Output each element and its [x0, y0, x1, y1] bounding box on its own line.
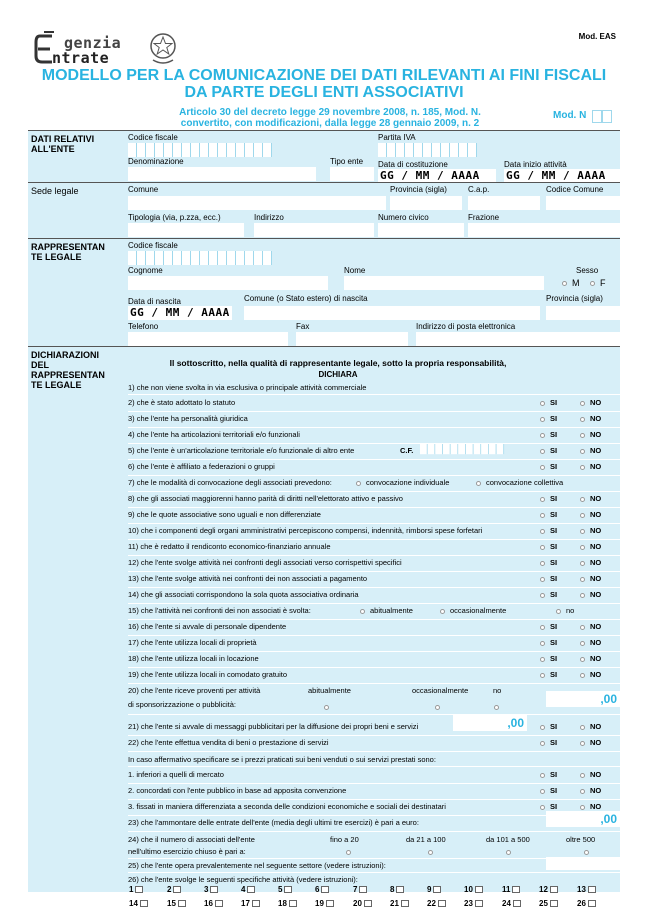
cap-label: C.a.p.	[468, 185, 490, 194]
tipologia-input[interactable]	[128, 223, 244, 237]
sesso-m-option[interactable]: M	[562, 279, 580, 288]
tipo-ente-label: Tipo ente	[330, 157, 364, 166]
codice-fiscale-label: Codice fiscale	[128, 133, 178, 142]
declaration-item-19: 19) che l'ente utilizza locali in comodato gratuito	[128, 670, 288, 679]
data-costituzione-label: Data di costituzione	[378, 160, 448, 169]
si-option-13[interactable]: SI	[540, 574, 557, 583]
no-option-4[interactable]: NO	[580, 430, 601, 439]
data-inizio-label: Data inizio attività	[504, 160, 567, 169]
declaration-intro: Il sottoscritto, nella qualità di rappresentante legale, sotto la propria responsabilità,	[169, 358, 507, 368]
form-title-line1: MODELLO PER LA COMUNICAZIONE DEI DATI RILEVANTI AI FINI FISCALI	[41, 67, 607, 84]
row-separator	[128, 603, 620, 604]
range-3-option[interactable]	[506, 847, 516, 856]
denominazione-input[interactable]	[128, 167, 316, 181]
activity-checkbox-21[interactable]: 21	[390, 899, 426, 908]
messaggi-amount-input[interactable]: ,00	[453, 715, 527, 731]
frazione-input[interactable]	[468, 223, 620, 237]
tipo-ente-input[interactable]	[330, 167, 374, 181]
section-ente	[28, 130, 620, 182]
declaration-item-17: 17) che l'ente utilizza locali di proprietà	[128, 638, 257, 647]
section-ente-label: DATI RELATIVI ALL'ENTE	[31, 134, 95, 154]
no-option-21[interactable]: NO	[580, 722, 601, 731]
si-option-price-2[interactable]: SI	[540, 786, 557, 795]
row-separator	[128, 587, 620, 588]
price-option-1: 1. inferiori a quelli di mercato	[128, 770, 224, 779]
indirizzo-label: Indirizzo	[254, 213, 284, 222]
declaration-item-20b: di sponsorizzazione o pubblicità:	[128, 700, 236, 709]
no-option-19[interactable]: NO	[580, 670, 601, 679]
numero-civico-label: Numero civico	[378, 213, 429, 222]
declaration-item-10: 10) che i componenti degli organi amministrativi percepiscono compensi, indennità, rimborsi spese forfetari	[128, 526, 483, 535]
section-dichiarazioni	[28, 346, 620, 908]
occasionalmente-option-20[interactable]	[435, 702, 445, 711]
activity-checkbox-12[interactable]: 12	[539, 885, 575, 894]
si-option-14[interactable]: SI	[540, 590, 557, 599]
no-option-price-3[interactable]: NO	[580, 802, 601, 811]
si-option-22[interactable]: SI	[540, 738, 557, 747]
comune-input[interactable]	[128, 196, 386, 210]
occasionalmente-label-20: occasionalmente	[412, 686, 469, 695]
si-option-17[interactable]: SI	[540, 638, 557, 647]
declaration-item-3: 3) che l'ente ha personalità giuridica	[128, 414, 248, 423]
cognome-label: Cognome	[128, 266, 163, 275]
declaration-item-16: 16) che l'ente si avvale di personale dipendente	[128, 622, 287, 631]
declaration-item-21: 21) che l'ente si avvale di messaggi pubblicitari per la diffusione dei propri beni e servizi	[128, 722, 419, 731]
row-separator	[128, 872, 620, 873]
no-option-8[interactable]: NO	[580, 494, 601, 503]
logo-text-line1: genzia	[64, 34, 122, 52]
declaration-item-23: 23) che l'ammontare delle entrate dell'ente (media degli ultimi tre esercizi) è pari a euro:	[128, 818, 419, 827]
row-separator	[128, 443, 620, 444]
si-option-price-3[interactable]: SI	[540, 802, 557, 811]
row-separator	[128, 683, 620, 684]
declaration-item-8: 8) che gli associati maggiorenni hanno parità di diritti nell'elettorato attivo e passivo	[128, 494, 403, 503]
no-option-22[interactable]: NO	[580, 738, 601, 747]
activity-checkbox-6[interactable]: 6	[315, 885, 351, 894]
convocazione-individuale-option[interactable]: convocazione individuale	[356, 478, 449, 487]
row-separator	[128, 783, 620, 784]
si-option-price-1[interactable]: SI	[540, 770, 557, 779]
no-option-18[interactable]: NO	[580, 654, 601, 663]
form-title-line2: DA PARTE DEGLI ENTI ASSOCIATIVI	[184, 84, 464, 101]
rl-provincia-input[interactable]	[546, 306, 620, 320]
activity-checkbox-7[interactable]: 7	[353, 885, 389, 894]
abitualmente-label-20: abitualmente	[308, 686, 351, 695]
fax-label: Fax	[296, 322, 310, 331]
declaration-item-26: 26) che l'ente svolge le seguenti specifiche attività (vedere istruzioni):	[128, 875, 358, 884]
row-separator	[128, 571, 620, 572]
section-dichiarazioni-label: DICHIARAZIONI DEL RAPPRESENTAN TE LEGALE	[31, 350, 105, 390]
row-separator	[128, 491, 620, 492]
declaration-item-20: 20) che l'ente riceve proventi per attività	[128, 686, 261, 695]
row-separator	[128, 651, 620, 652]
activity-checkbox-3[interactable]: 3	[204, 885, 240, 894]
row-separator	[128, 555, 620, 556]
no-option-6[interactable]: NO	[580, 462, 601, 471]
row-separator	[128, 751, 620, 752]
row-separator	[128, 766, 620, 767]
no-option-11[interactable]: NO	[580, 542, 601, 551]
declaration-dichiara: DICHIARA	[318, 370, 358, 379]
declaration-item-2: 2) che è stato adottato lo statuto	[128, 398, 236, 407]
no-option-10[interactable]: NO	[580, 526, 601, 535]
declaration-item-4: 4) che l'ente ha articolazioni territoriali e/o funzionali	[128, 430, 300, 439]
range-1-option[interactable]	[346, 847, 356, 856]
declaration-item-15: 15) che l'attività nei confronti dei non associati è svolta:	[128, 606, 311, 615]
entrate-amount-input[interactable]: ,00	[546, 811, 620, 827]
abitualmente-option[interactable]: abitualmente	[360, 606, 413, 615]
form-subtitle-line2: convertito, con modificazioni, dalla legge 28 gennaio 2009, n. 2	[180, 118, 480, 129]
email-input[interactable]	[416, 332, 620, 346]
range-1-label: fino a 20	[330, 835, 359, 844]
row-separator	[128, 667, 620, 668]
tipologia-label: Tipologia (via, p.zza, ecc.)	[128, 213, 221, 222]
activity-checkbox-25[interactable]: 25	[539, 899, 575, 908]
activity-checkbox-10[interactable]: 10	[464, 885, 500, 894]
range-4-option[interactable]	[584, 847, 594, 856]
row-separator	[128, 635, 620, 636]
activity-checkbox-20[interactable]: 20	[353, 899, 389, 908]
no-option-12[interactable]: NO	[580, 558, 601, 567]
codice-comune-label: Codice Comune	[546, 185, 604, 194]
comune-nascita-input[interactable]	[244, 306, 540, 320]
no-option-20[interactable]	[494, 702, 504, 711]
declaration-item-5: 5) che l'ente è un'articolazione territoriale e/o funzionale di altro ente	[128, 446, 355, 455]
range-2-label: da 21 a 100	[406, 835, 446, 844]
activity-checkbox-2[interactable]: 2	[167, 885, 203, 894]
no-option-5[interactable]: NO	[580, 446, 601, 455]
activity-checkbox-13[interactable]: 13	[577, 885, 613, 894]
no-option-17[interactable]: NO	[580, 638, 601, 647]
telefono-label: Telefono	[128, 322, 159, 331]
row-separator	[128, 427, 620, 428]
model-code: Mod. EAS	[578, 32, 616, 41]
row-separator	[128, 714, 620, 715]
si-option-5[interactable]: SI	[540, 446, 557, 455]
declaration-item-11: 11) che è redatto il rendiconto economico-finanziario annuale	[128, 542, 331, 551]
provincia-label: Provincia (sigla)	[390, 185, 447, 194]
no-option-9[interactable]: NO	[580, 510, 601, 519]
row-separator	[128, 831, 620, 832]
row-separator	[128, 394, 620, 395]
rl-codice-fiscale-label: Codice fiscale	[128, 241, 178, 250]
declaration-item-9: 9) che le quote associative sono uguali e non differenziate	[128, 510, 321, 519]
mod-n-input[interactable]	[592, 110, 612, 123]
si-option-3[interactable]: SI	[540, 414, 557, 423]
activity-checkbox-26[interactable]: 26	[577, 899, 613, 908]
data-nascita-input[interactable]: GG / MM / AAAA	[128, 306, 232, 320]
no-option-2[interactable]: NO	[580, 398, 601, 407]
convocazione-collettiva-option[interactable]: convocazione collettiva	[476, 478, 563, 487]
activity-checkbox-5[interactable]: 5	[278, 885, 314, 894]
declaration-item-25: 25) che l'ente opera prevalentemente nel seguente settore (vedere istruzioni):	[128, 861, 386, 870]
no-option-15[interactable]: no	[556, 606, 574, 615]
form-subtitle-line1: Articolo 30 del decreto legge 29 novembre 2008, n. 185, Mod. N.	[179, 107, 481, 118]
si-option-16[interactable]: SI	[540, 622, 557, 631]
si-option-4[interactable]: SI	[540, 430, 557, 439]
range-3-label: da 101 a 500	[486, 835, 530, 844]
si-option-21[interactable]: SI	[540, 722, 557, 731]
activity-checkbox-15[interactable]: 15	[167, 899, 203, 908]
row-separator	[128, 539, 620, 540]
cap-input[interactable]	[468, 196, 540, 210]
activity-checkbox-14[interactable]: 14	[129, 899, 165, 908]
no-option-3[interactable]: NO	[580, 414, 601, 423]
row-separator	[128, 799, 620, 800]
nome-input[interactable]	[344, 276, 544, 290]
row-separator	[128, 735, 620, 736]
si-option-10[interactable]: SI	[540, 526, 557, 535]
no-option-13[interactable]: NO	[580, 574, 601, 583]
row-separator	[128, 507, 620, 508]
declaration-item-12: 12) che l'ente svolge attività nei confronti degli associati verso corrispettivi specifici	[128, 558, 402, 567]
activity-checkbox-19[interactable]: 19	[315, 899, 351, 908]
logo-text-line2: ntrate	[52, 49, 110, 67]
row-separator	[128, 411, 620, 412]
declaration-item-1: 1) che non viene svolta in via esclusiva o principale attività commerciale	[128, 383, 367, 392]
activity-checkbox-16[interactable]: 16	[204, 899, 240, 908]
activity-checkbox-11[interactable]: 11	[502, 885, 538, 894]
codice-comune-input[interactable]	[546, 196, 620, 210]
comune-nascita-label: Comune (o Stato estero) di nascita	[244, 294, 368, 303]
declaration-item-14: 14) che gli associati corrispondono la sola quota associativa ordinaria	[128, 590, 359, 599]
rl-provincia-label: Provincia (sigla)	[546, 294, 603, 303]
cf-other-ente-input[interactable]	[420, 444, 504, 454]
activity-checkbox-22[interactable]: 22	[427, 899, 463, 908]
si-option-18[interactable]: SI	[540, 654, 557, 663]
republic-emblem-icon	[148, 30, 178, 66]
no-option-price-1[interactable]: NO	[580, 770, 601, 779]
section-rappresentante-label: RAPPRESENTAN TE LEGALE	[31, 242, 105, 262]
data-nascita-label: Data di nascita	[128, 297, 181, 306]
declaration-item-6: 6) che l'ente è affiliato a federazioni o gruppi	[128, 462, 275, 471]
row-separator	[128, 459, 620, 460]
denominazione-label: Denominazione	[128, 157, 184, 166]
data-inizio-input[interactable]: GG / MM / AAAA	[504, 169, 620, 183]
activity-checkbox-8[interactable]: 8	[390, 885, 426, 894]
form-header	[0, 0, 648, 136]
codice-fiscale-input[interactable]	[128, 143, 272, 157]
si-option-6[interactable]: SI	[540, 462, 557, 471]
row-separator	[128, 619, 620, 620]
price-option-3: 3. fissati in maniera differenziata a seconda delle condizioni economiche e sociali dei destinatari	[128, 802, 446, 811]
no-option-14[interactable]: NO	[580, 590, 601, 599]
row-separator	[128, 475, 620, 476]
declaration-item-7: 7) che le modalità di convocazione degli associati prevedono:	[128, 478, 332, 487]
indirizzo-input[interactable]	[254, 223, 374, 237]
activity-checkbox-18[interactable]: 18	[278, 899, 314, 908]
settore-input[interactable]	[546, 857, 620, 870]
si-option-9[interactable]: SI	[540, 510, 557, 519]
section-sede	[28, 182, 620, 238]
row-separator	[128, 523, 620, 524]
sesso-f-option[interactable]: F	[590, 279, 606, 288]
rl-codice-fiscale-input[interactable]	[128, 251, 272, 265]
numero-civico-input[interactable]	[378, 223, 464, 237]
sesso-label: Sesso	[576, 266, 599, 275]
declaration-item-22: 22) che l'ente effettua vendita di beni o prestazione di servizi	[128, 738, 329, 747]
si-option-12[interactable]: SI	[540, 558, 557, 567]
partita-iva-input[interactable]	[378, 143, 477, 157]
activity-checkbox-24[interactable]: 24	[502, 899, 538, 908]
email-label: Indirizzo di posta elettronica	[416, 322, 516, 331]
nome-label: Nome	[344, 266, 366, 275]
no-option-price-2[interactable]: NO	[580, 786, 601, 795]
si-option-2[interactable]: SI	[540, 398, 557, 407]
declaration-item-24b: nell'ultimo esercizio chiuso è pari a:	[128, 847, 246, 856]
si-option-11[interactable]: SI	[540, 542, 557, 551]
declaration-item-24: 24) che il numero di associati dell'ente	[128, 835, 255, 844]
provincia-input[interactable]	[390, 196, 462, 210]
cognome-input[interactable]	[128, 276, 328, 290]
frazione-label: Frazione	[468, 213, 500, 222]
mod-n-label: Mod. N	[553, 110, 587, 121]
declaration-item-18: 18) che l'ente utilizza locali in locazione	[128, 654, 259, 663]
si-option-8[interactable]: SI	[540, 494, 557, 503]
partita-iva-label: Partita IVA	[378, 133, 416, 142]
si-option-19[interactable]: SI	[540, 670, 557, 679]
abitualmente-option-20[interactable]	[324, 702, 334, 711]
proventi-amount-input[interactable]: ,00	[546, 691, 620, 707]
section-rappresentante	[28, 238, 620, 346]
section-sede-label: Sede legale	[31, 186, 79, 196]
fax-input[interactable]	[296, 332, 408, 346]
activity-checkbox-4[interactable]: 4	[241, 885, 277, 894]
activity-checkbox-23[interactable]: 23	[464, 899, 500, 908]
declaration-prices-intro: In caso affermativo specificare se i prezzi praticati sui beni venduti o sui servizi prestati sono:	[128, 755, 436, 764]
occasionalmente-option[interactable]: occasionalmente	[440, 606, 506, 615]
activity-checkbox-17[interactable]: 17	[241, 899, 277, 908]
range-2-option[interactable]	[428, 847, 438, 856]
activity-checkbox-1[interactable]: 1	[129, 885, 165, 894]
price-option-2: 2. concordati con l'ente pubblico in base ad apposita convenzione	[128, 786, 347, 795]
declaration-item-13: 13) che l'ente svolge attività nei confronti dei non associati a pagamento	[128, 574, 368, 583]
cf-label: C.F.	[400, 446, 414, 455]
telefono-input[interactable]	[128, 332, 288, 346]
no-option-16[interactable]: NO	[580, 622, 601, 631]
agenzia-entrate-logo	[32, 30, 142, 70]
data-costituzione-input[interactable]: GG / MM / AAAA	[378, 169, 496, 183]
comune-label: Comune	[128, 185, 159, 194]
range-4-label: oltre 500	[566, 835, 596, 844]
no-label-20: no	[493, 686, 502, 695]
activity-checkbox-9[interactable]: 9	[427, 885, 463, 894]
